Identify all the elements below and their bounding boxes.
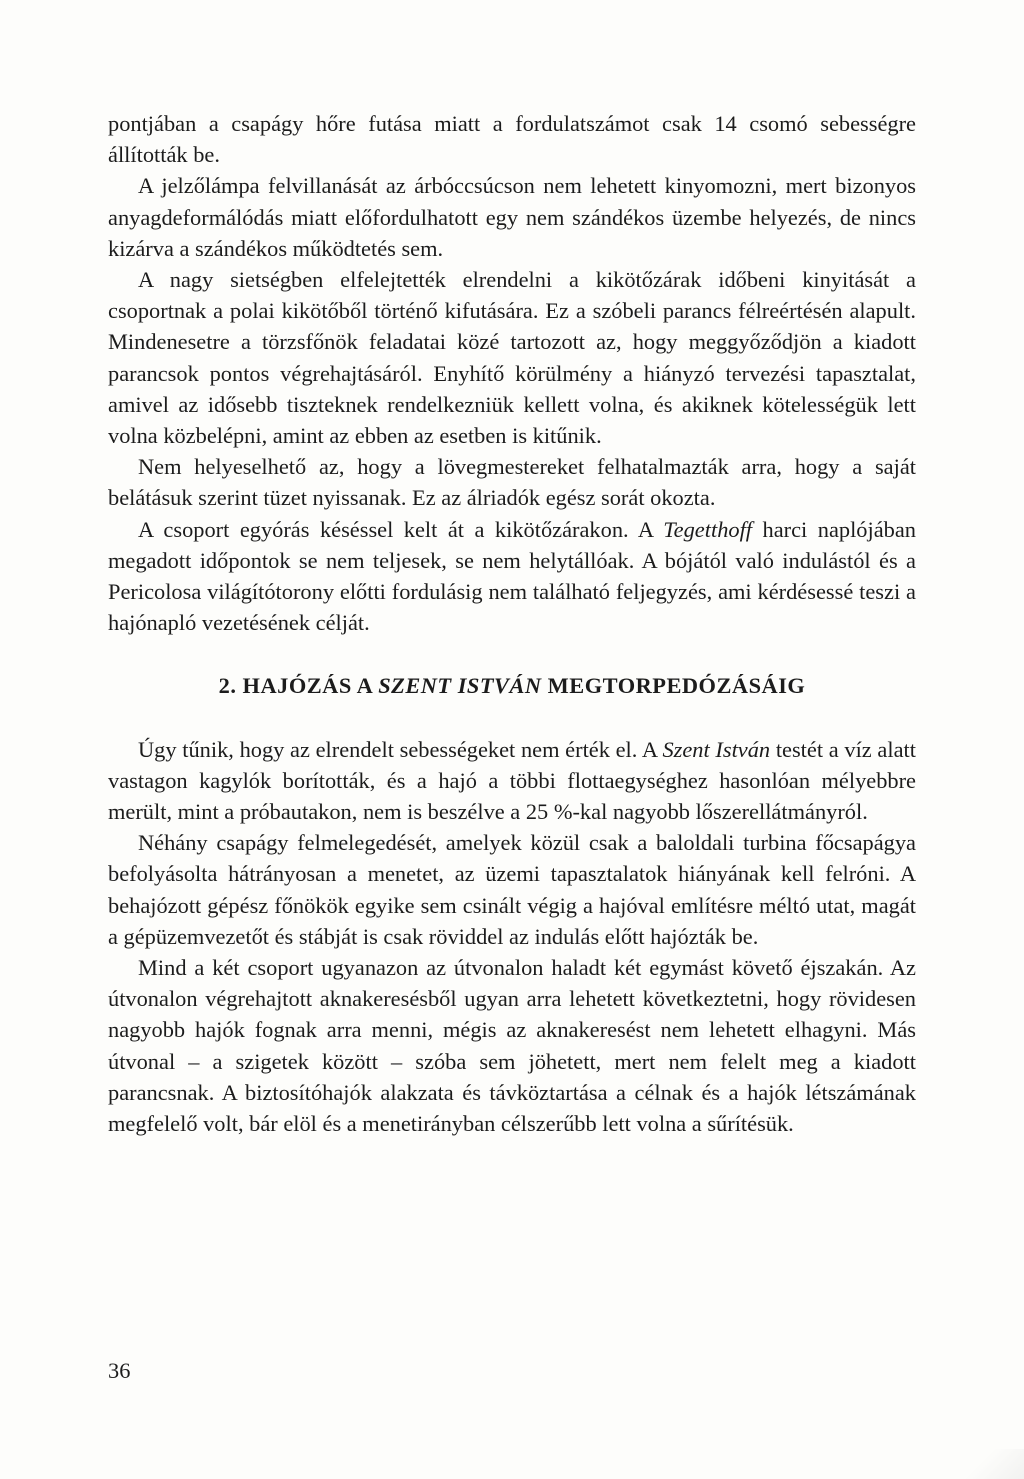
heading-ship-name: SZENT ISTVÁN — [378, 673, 542, 699]
body-text — [108, 108, 916, 1139]
ship-name-tegetthoff: Tegetthoff — [663, 516, 753, 542]
text-run: Úgy tűnik, hogy az elrendelt sebességeket nem érték el. A — [138, 736, 663, 762]
paragraph-gunners: Nem helyeselhető az, hogy a lövegmestereket felhatalmazták arra, hogy a saját belátásuk szerint tüzet nyissanak. Ez az álriadók egész sorát okozta. — [108, 454, 916, 511]
text-run: A csoport egyórás késéssel kelt át a kikötőzárakon. A — [138, 516, 664, 542]
scan-corner-shading — [954, 1449, 1024, 1479]
text-run: testét a víz alatt vastagon kagylók borították, és a hajó a többi flottaegységhez hasonlóan mélyebbre merült, mint a próbautakon, nem is beszélve a 25 %-kal nagyobb lőszerellátmányról. — [108, 736, 916, 825]
page-number: 36 — [108, 1358, 131, 1383]
heading-part: MEGTORPEDÓZÁSÁIG — [541, 673, 806, 699]
ship-name-szent-istvan: Szent István — [662, 736, 771, 762]
paragraph-speeds — [108, 734, 916, 828]
text-run: harci naplójában megadott időpontok se nem teljesek, se nem helytállóak. A bójától való indulástól és a Pericolosa világítótorony előtti fordulásig nem található feljegyzés, ami kérdésessé teszi a hajónapló vezetésének célját. — [108, 516, 916, 636]
paragraph-signal-lamp: A jelzőlámpa felvillanását az árbóccsúcson nem lehetett kinyomozni, mert bizonyos anyagdeformálódás miatt előfordulhatott egy nem szándékos üzembe helyezés, de nincs kizárva a szándékos működtetés sem. — [108, 173, 916, 261]
paragraph-route: Mind a két csoport ugyanazon az útvonalon haladt két egymást követő éjszakán. Az útvonalon végrehajtott aknakeresésből ugyan arra lehetett következtetni, hogy rövidesen nagyobb hajók fognak arra menni, mégis az aknakeresést nem lehetett elhagyni. Más útvonal – a szigetek között – szóba sem jöhetett, mert nem felelt meg a kiadott parancsnak. A biztosítóhajók alakzata és távköztartása a célnak és a hajók létszámának megfelelő volt, bár elöl és a menetirányban célszerűbb lett volna a sűrítésük. — [108, 955, 916, 1137]
paragraph-continuation: pontjában a csapágy hőre futása miatt a fordulatszámot csak 14 csomó sebességre állították be. — [108, 111, 916, 168]
paragraph-bearings: Néhány csapágy felmelegedését, amelyek közül csak a baloldali turbina főcsapágya befolyásolta hátrányosan a menetet, az üzemi tapasztalatok hiányának kell felróni. A behajózott gépész főnökök egyike sem csinált végig a hajóval említésre méltó utat, magát a gépüzemvezetőt és stábját is csak röviddel az indulás előtt hajózták be. — [108, 830, 916, 949]
heading-part: 2. HAJÓZÁS A — [218, 673, 379, 699]
paragraph-harbor-barriers: A nagy sietségben elfelejtették elrendelni a kikötőzárak időbeni kinyitását a csoportnak a polai kikötőből történő kifutására. Ez a szóbeli parancs félreértésén alapult. Mindenesetre a törzsfőnök feladatai közé tartozott az, hogy meggyőződjön a kiadott parancsok pontos végrehajtásáról. Enyhítő körülmény a hiányzó tervezési tapasztalat, amivel az idősebb tiszteknek rendelkezniük kellett volna, és akiknek kötelességük lett volna közbelépni, amint az ebben az esetben is kitűnik. — [108, 267, 916, 449]
paragraph-group-delay — [108, 514, 916, 639]
section-heading — [108, 670, 916, 701]
